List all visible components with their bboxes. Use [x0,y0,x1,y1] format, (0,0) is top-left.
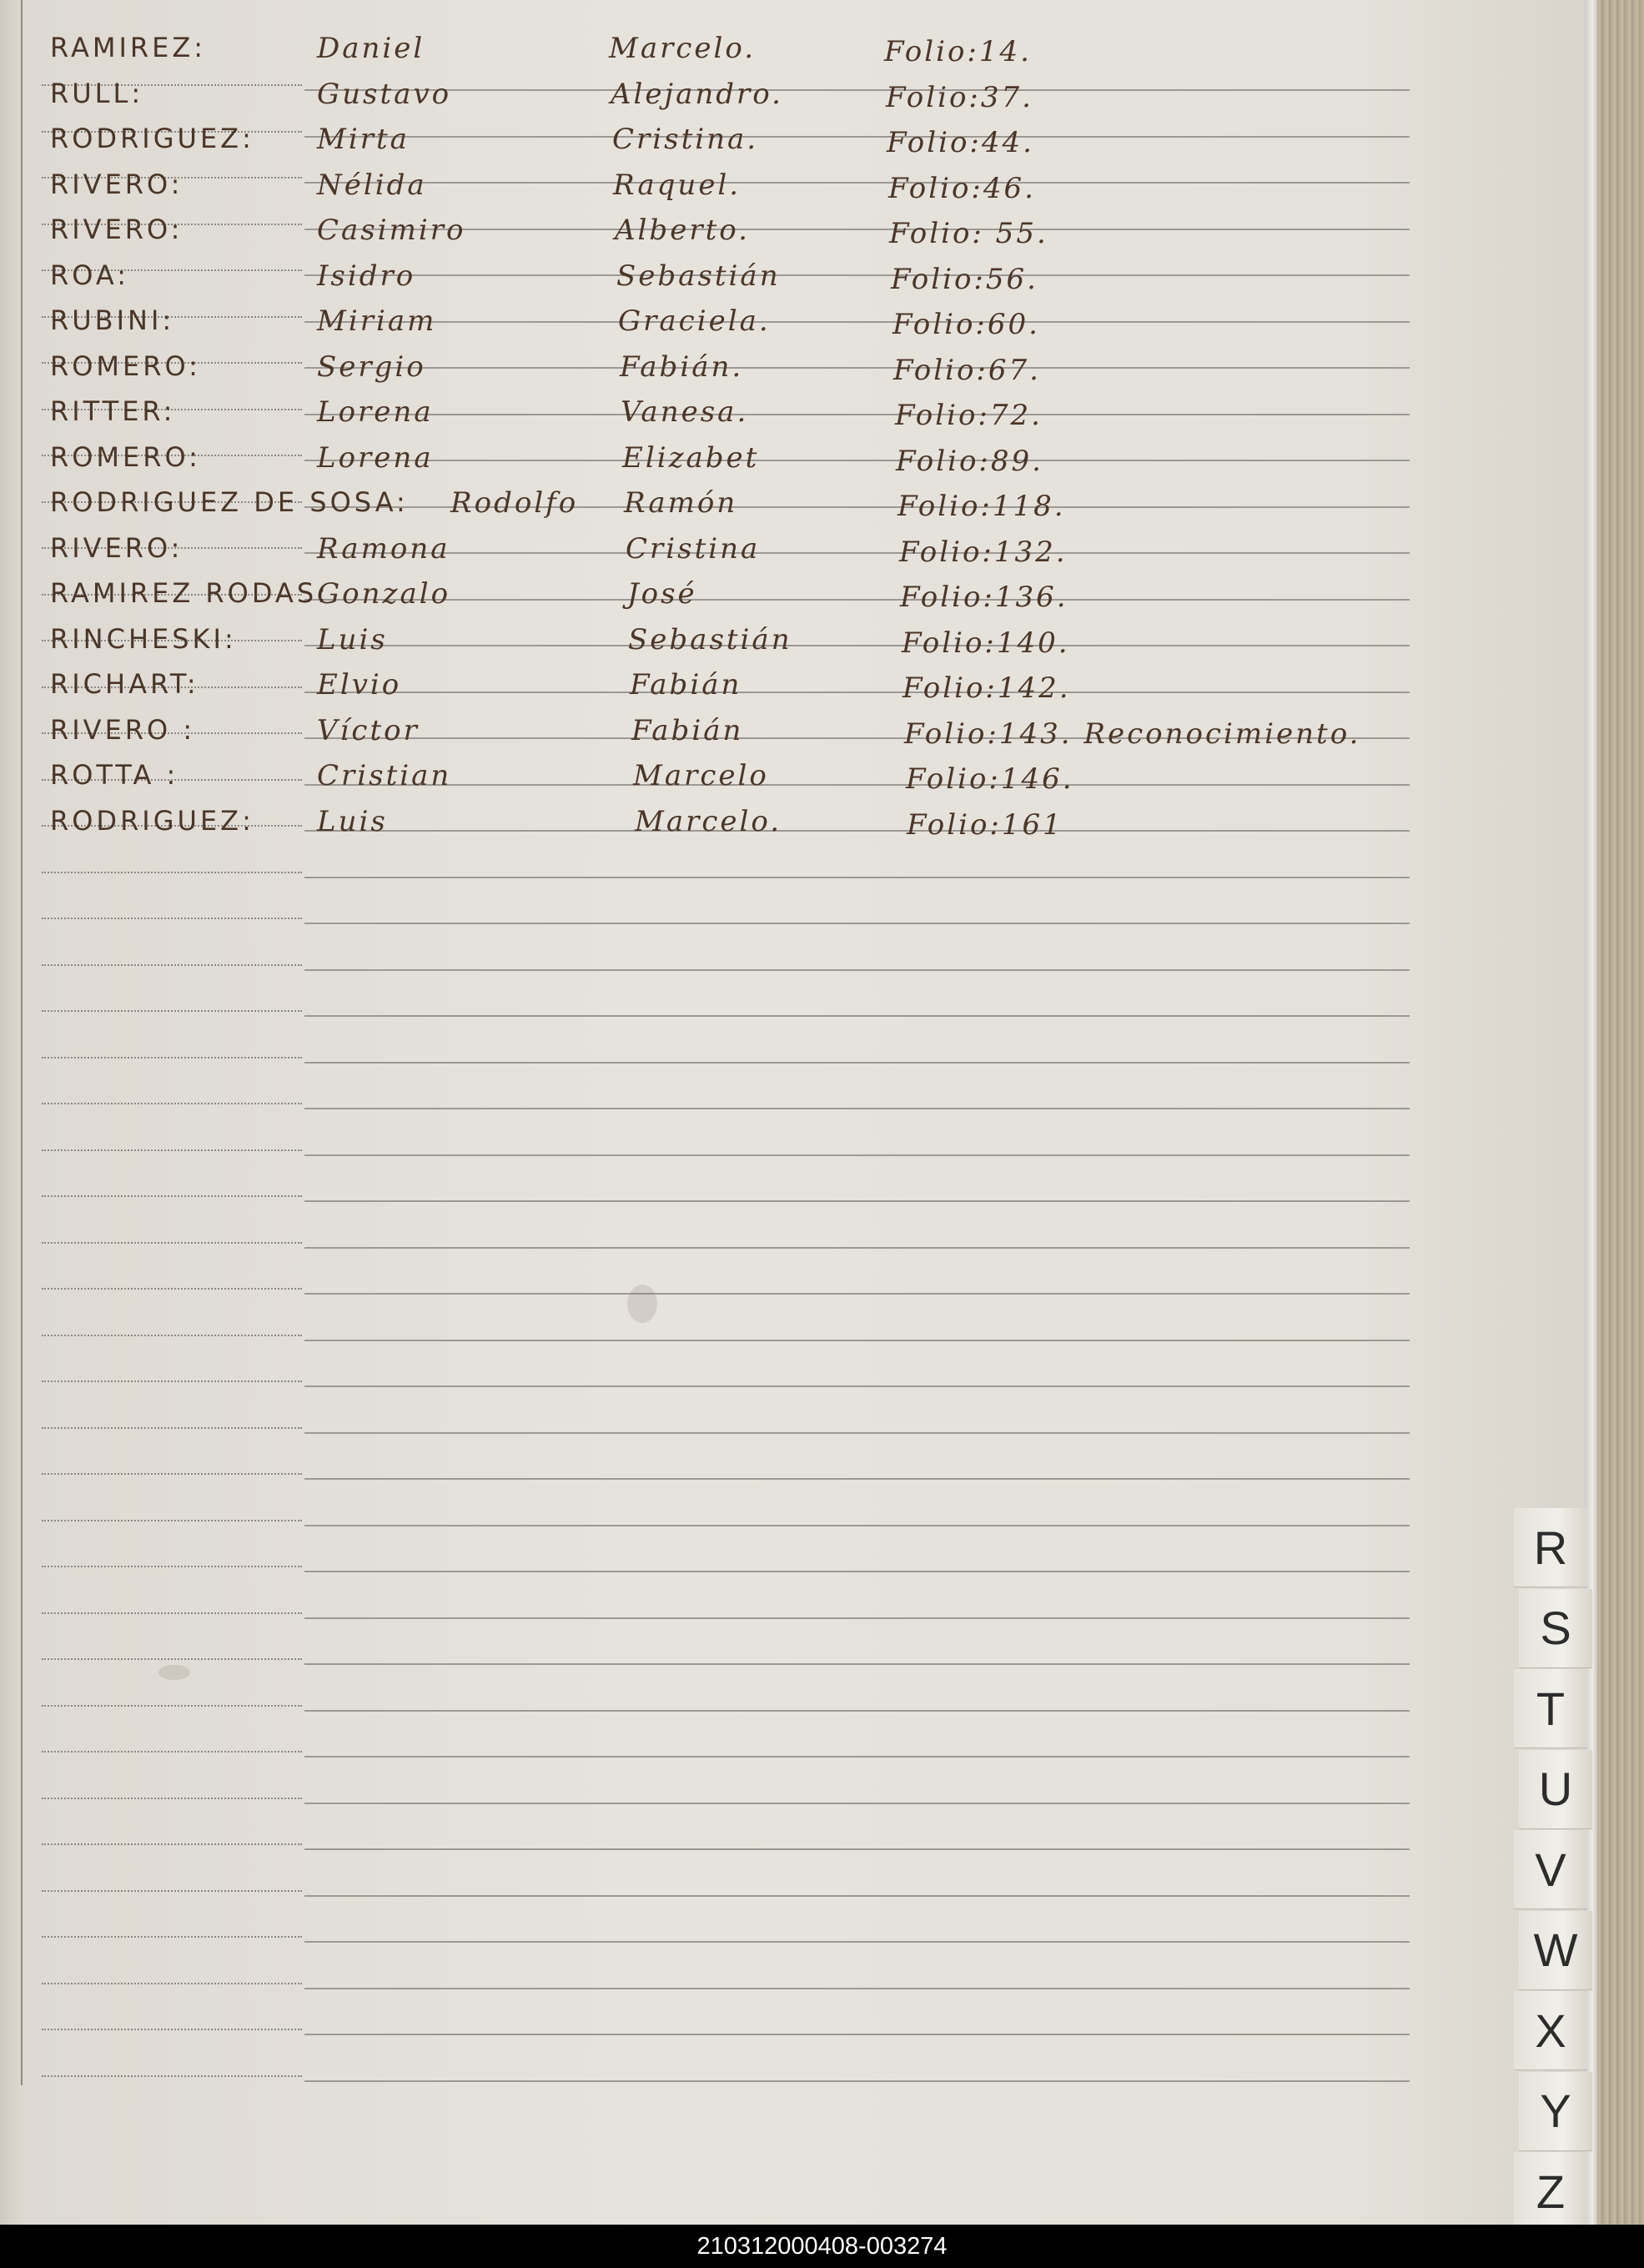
index-tab-z[interactable]: Z [1514,2152,1587,2225]
ruled-line [304,599,1410,601]
entry-middle-name: Marcelo. [609,32,757,65]
margin-line [21,0,23,2085]
index-tab-s[interactable]: S [1519,1589,1592,1668]
ruled-line [304,877,1410,878]
entry-folio: Folio:142. [902,671,1071,705]
ruled-line [304,1710,1410,1712]
ruled-line-dotted [42,1566,302,1567]
ruled-line-dotted [42,2029,302,2030]
entry-surname: RITTER: [50,395,176,427]
ink-smudge [158,1665,190,1680]
entry-middle-name: Raquel. [613,168,742,202]
entry-middle-name: Ramón [624,486,738,520]
image-code-bar [0,2225,1644,2268]
ruled-line-dotted [42,1473,302,1475]
entry-surname: RIVERO : [50,713,196,746]
ruled-line [304,1200,1410,1202]
entry-folio: Folio:89. [896,444,1043,478]
entry-first-name: Luis [317,804,388,838]
ruled-line [304,645,1410,646]
ruled-line [304,1941,1410,1943]
ruled-line [304,414,1410,415]
entry-surname: RODRIGUEZ: [50,123,254,154]
entry-middle-name: Alejandro. [611,77,783,111]
ruled-line-dotted [42,1936,302,1938]
ruled-line [304,1154,1410,1156]
entry-folio: Folio:67. [893,353,1041,387]
ruled-line-dotted [42,1751,302,1753]
ruled-line-dotted [42,964,302,966]
ruled-line-dotted [42,1612,302,1614]
ruled-line [304,1756,1410,1758]
entry-first-name: Gonzalo [317,577,451,611]
ruled-line [304,1247,1410,1249]
entry-middle-name: Marcelo. [635,804,782,838]
entry-folio: Folio:132. [899,535,1068,569]
ruled-line [304,552,1410,554]
ruled-line [304,1293,1410,1295]
entry-folio: Folio:146. [906,762,1074,796]
entry-surname: ROTTA : [50,759,179,791]
entry-surname: RINCHESKI: [50,622,237,655]
ruled-line [304,321,1410,323]
entry-first-name: Lorena [317,395,434,429]
index-tab-r[interactable]: R [1514,1508,1587,1587]
ruled-line [304,136,1410,138]
index-tab-t[interactable]: T [1514,1669,1587,1748]
binder-cover [1597,0,1644,2225]
ruled-line-dotted [42,1658,302,1660]
entry-middle-name: Vanesa. [621,395,749,429]
entry-surname: RICHART: [50,668,199,700]
ruled-line-dotted [42,918,302,919]
ruled-line-dotted [42,1010,302,1012]
entry-middle-name: Elizabet [622,440,760,475]
index-tab-x[interactable]: X [1514,1991,1587,2070]
ink-smudge [627,1285,657,1323]
entry-first-name: Casimiro [317,214,466,247]
ruled-line-dotted [42,1380,302,1382]
entry-first-name: Sergio [317,350,426,384]
ruled-line [304,2080,1410,2082]
ruled-line [304,691,1410,693]
entry-folio: Folio:136. [900,581,1068,614]
entry-first-name: Lorena [317,440,434,475]
ruled-line [304,784,1410,786]
entry-folio: Folio:60. [892,308,1040,341]
index-tab-w[interactable]: W [1519,1911,1592,1990]
ruled-line [304,1478,1410,1480]
ruled-line-dotted [42,872,302,873]
ruled-line [304,1895,1410,1897]
ruled-line [304,2034,1410,2035]
entry-middle-name: Cristina [626,531,761,566]
entry-surname: RODRIGUEZ DE SOSA: [50,486,409,518]
ruled-line-dotted [42,1520,302,1521]
ruled-line [304,1848,1410,1850]
entry-surname: RIVERO: [50,168,184,200]
ruled-line [304,367,1410,369]
entry-surname: ROMERO: [50,350,201,382]
entry-folio: Folio:37. [886,80,1033,114]
ruled-line-dotted [42,1983,302,1984]
ruled-line [304,1988,1410,1989]
entry-folio: Folio:56. [891,262,1038,296]
entry-first-name: Ramona [317,531,450,566]
ruled-line-dotted [42,1798,302,1799]
ruled-line-dotted [42,1288,302,1290]
entry-middle-name: José [627,577,697,611]
entry-first-name: Gustavo [317,77,452,111]
entry-first-name: Nélida [317,168,427,202]
entry-middle-name: Sebastián [616,259,781,293]
entry-surname: ROMERO: [50,440,201,473]
ruled-line [304,1432,1410,1434]
ruled-line [304,229,1410,230]
ruled-line-dotted [42,1103,302,1104]
entry-folio: Folio:14. [884,35,1032,68]
entry-middle-name: Marcelo [633,759,769,792]
entry-first-name: Miriam [317,304,437,338]
ruled-line [304,1571,1410,1572]
entry-first-name: Cristian [317,759,452,792]
entry-folio: Folio:161 [907,807,1063,842]
ruled-line [304,1385,1410,1387]
ruled-line [304,1015,1410,1017]
entry-middle-name: Graciela. [618,304,771,338]
index-tab-v[interactable]: V [1514,1830,1587,1909]
entry-surname: RAMIREZ RODAS: [50,577,329,609]
entry-middle-name: Fabián [631,713,744,747]
entry-surname: ROA: [50,259,129,291]
entry-middle-name: Alberto. [615,214,750,247]
entry-first-name: Daniel [317,32,425,65]
entry-first-name: Rodolfo [450,486,579,520]
ruled-line [304,460,1410,461]
ruled-line-dotted [42,1335,302,1336]
entry-first-name: Elvio [317,668,402,702]
ruled-line-dotted [42,1057,302,1059]
ruled-line [304,1525,1410,1526]
entry-first-name: Isidro [317,259,416,293]
image-code: 210312000408-003274 [696,2232,948,2260]
ruled-line [304,182,1410,184]
entry-middle-name: Sebastián [628,622,792,656]
entry-middle-name: Cristina. [612,123,759,156]
ruled-line [304,830,1410,832]
ruled-line-dotted [42,1705,302,1707]
entry-surname: RULL: [50,77,144,109]
entry-folio: Folio:46. [888,171,1036,205]
index-tab-u[interactable]: U [1519,1750,1592,1829]
entry-folio: Folio:143. Reconocimiento. [904,717,1361,751]
entry-surname: RUBINI: [50,304,175,336]
ruled-line-dotted [42,1427,302,1429]
entry-surname: RAMIREZ: [50,32,207,63]
ruled-line-dotted [42,1149,302,1151]
entry-folio: Folio:118. [897,490,1066,523]
entry-surname: RODRIGUEZ: [50,804,254,837]
ruled-line-dotted [42,1242,302,1244]
entry-surname: RIVERO: [50,214,184,245]
entry-folio: Folio:140. [902,626,1070,660]
ruled-line [304,89,1410,91]
entry-folio: Folio:44. [887,126,1034,159]
entry-first-name: Luis [317,622,388,656]
ruled-line-dotted [42,1890,302,1892]
ruled-line-dotted [42,1843,302,1845]
entry-folio: Folio:72. [895,399,1043,432]
ruled-line [304,1062,1410,1064]
entry-first-name: Víctor [317,713,420,747]
index-tab-y[interactable]: Y [1519,2072,1592,2151]
ruled-line [304,1803,1410,1804]
ruled-line [304,1108,1410,1109]
entry-surname: RIVERO: [50,531,184,564]
entry-first-name: Mirta [317,123,410,156]
ruled-line [304,274,1410,276]
entry-folio: Folio: 55. [889,217,1048,250]
ruled-line [304,1617,1410,1619]
ruled-line-dotted [42,2075,302,2077]
ruled-line-dotted [42,1195,302,1197]
entry-middle-name: Fabián [630,668,742,702]
ruled-line [304,1340,1410,1341]
ruled-line [304,923,1410,924]
ruled-line [304,969,1410,971]
ruled-line [304,1663,1410,1665]
entry-middle-name: Fabián. [620,350,744,384]
